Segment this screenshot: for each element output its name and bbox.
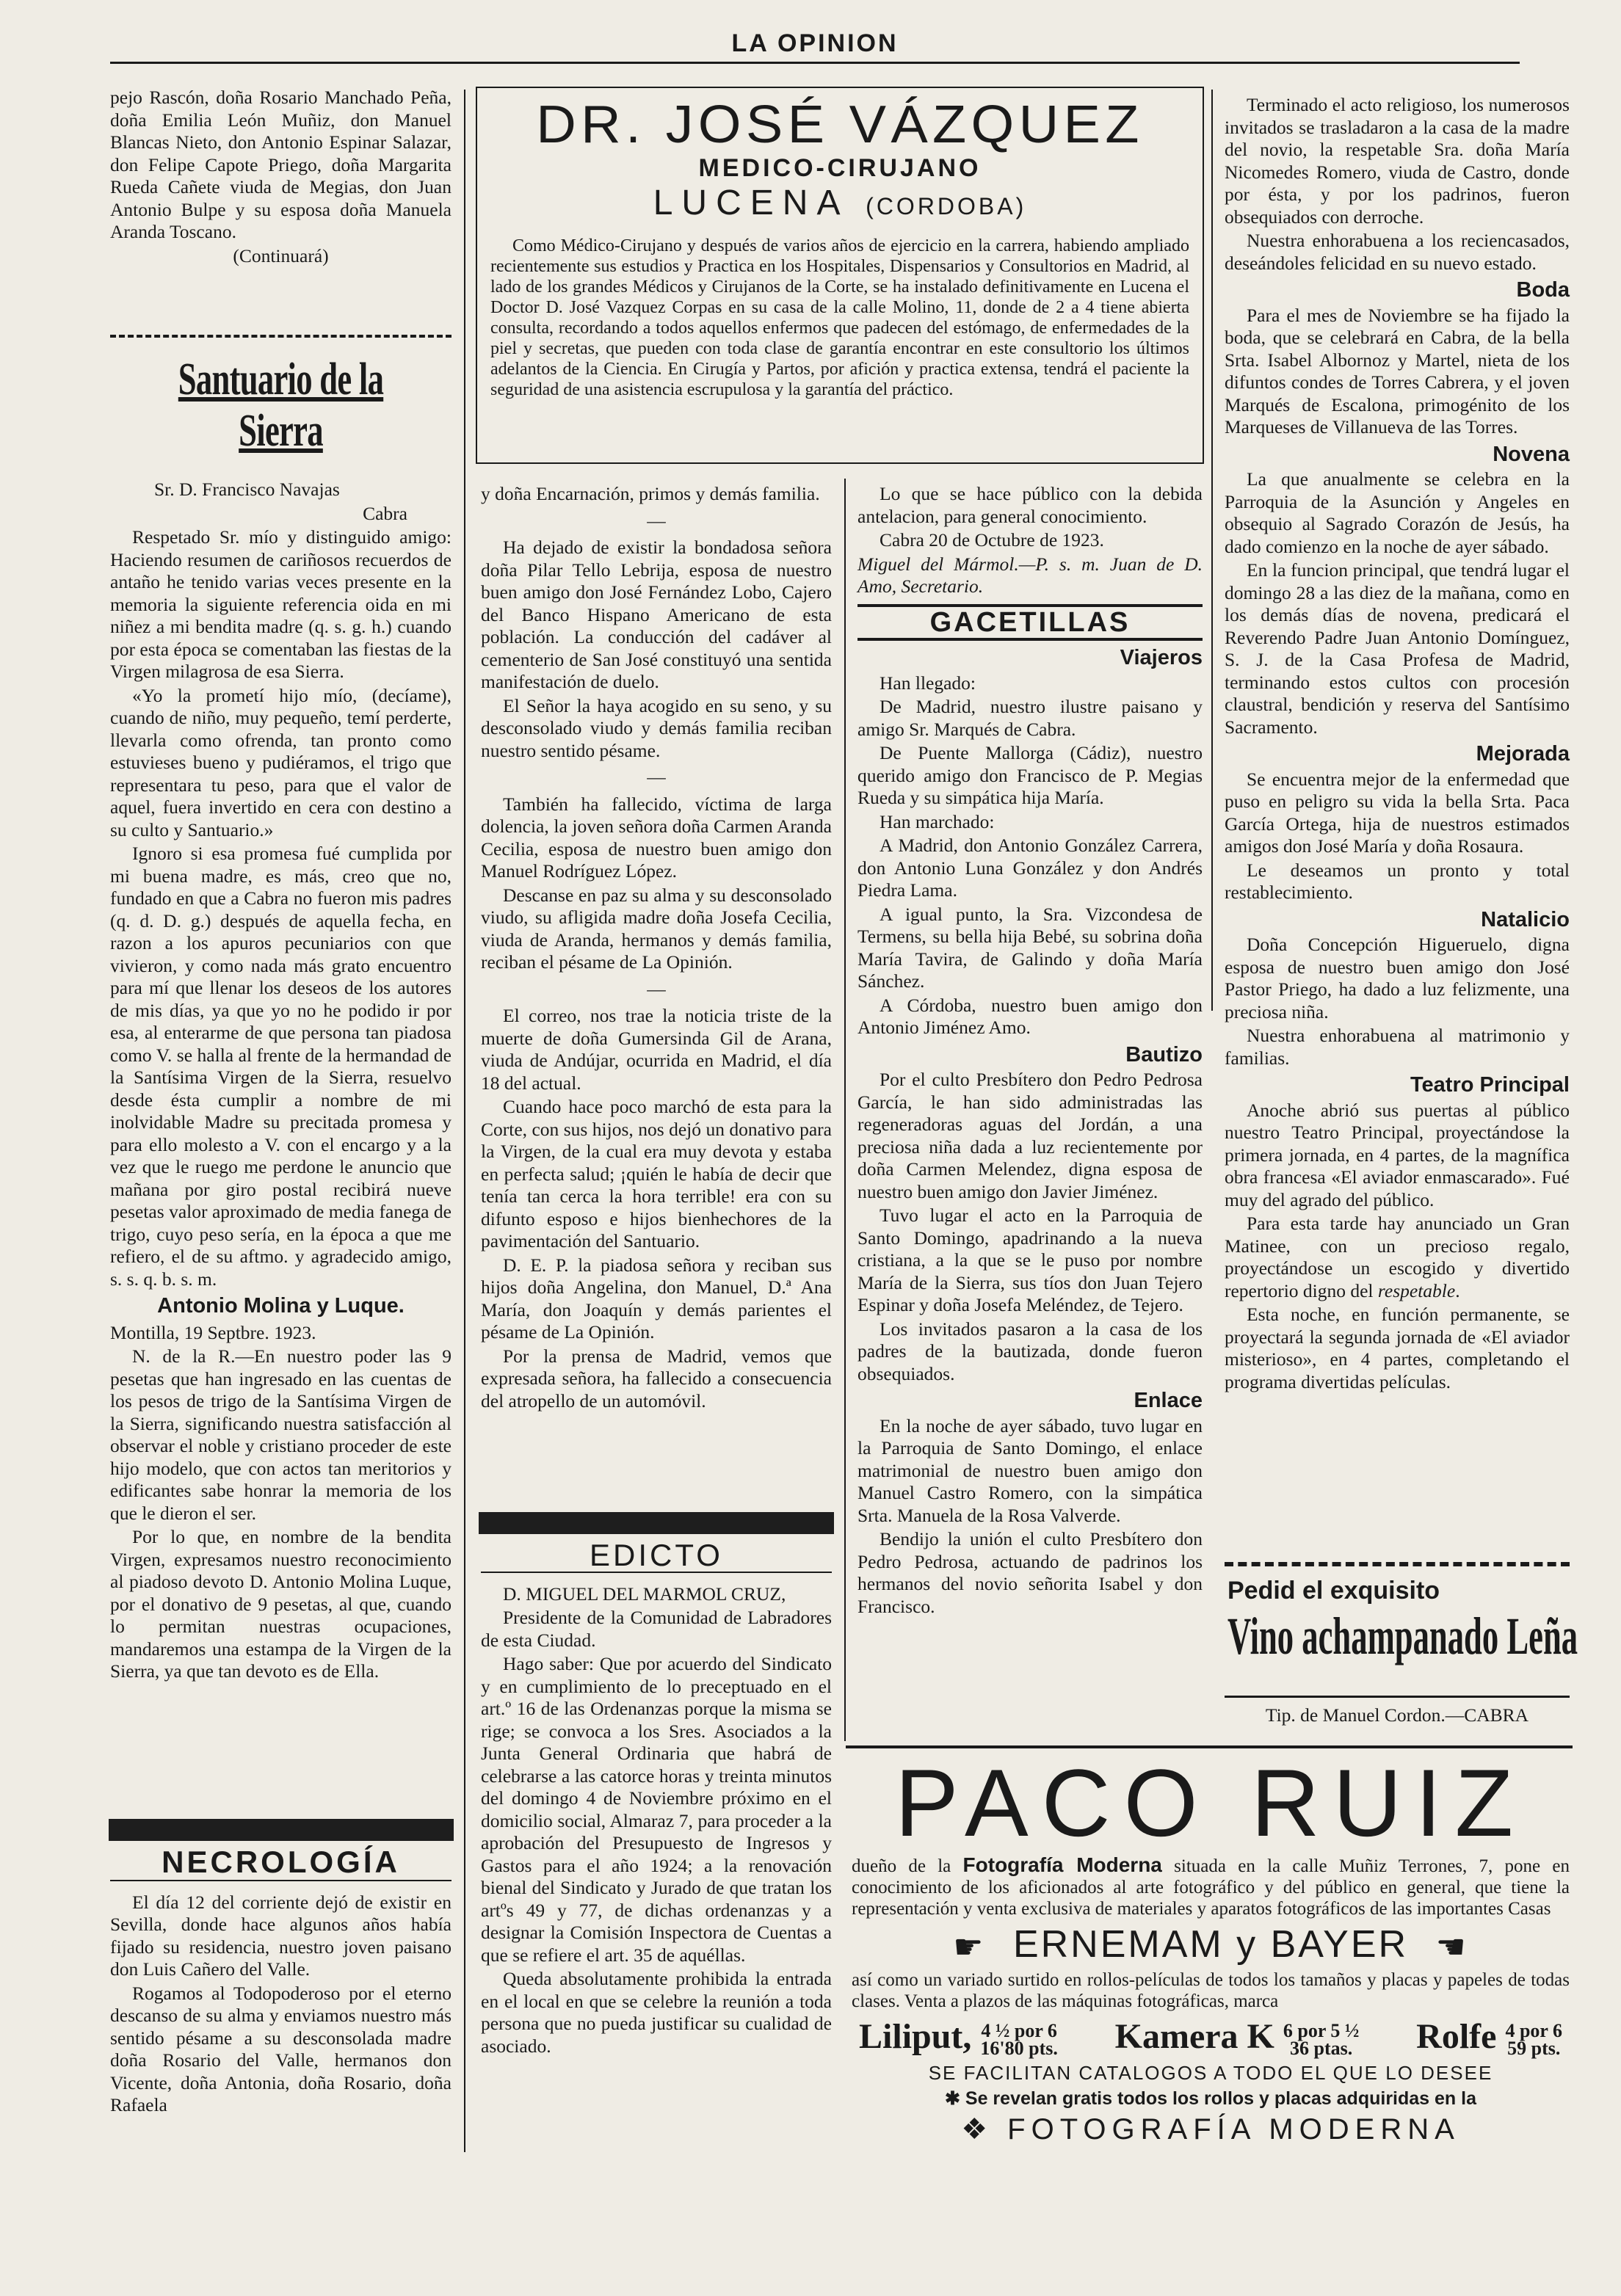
article-text: Rogamos al Todopoderoso por el eterno descanso de su alma y enviamos nuestro más sentido pésame a su desconsolada madre doña Rosario del Valle, hermanos don Vicente, doña Antonia, doña Rosario, doña Rafaela bbox=[110, 1982, 452, 2115]
paco-intro bbox=[852, 1854, 1570, 1919]
vino-product: Vino achampanado Leña bbox=[1227, 1607, 1578, 1665]
catalog-notice: SE FACILITAN CATALOGOS A TODO EL QUE LO DESEE bbox=[928, 2062, 1493, 2085]
article-text: El día 12 del corriente dejó de existir en Sevilla, donde hace algunos años había fijado su residencia, nuestro joven paisano don Luis Cañero del Valle. bbox=[110, 1891, 452, 1980]
article-text: Nuestra enhorabuena al matrimonio y familias. bbox=[1225, 1025, 1570, 1069]
star-icon: ✱ bbox=[945, 2088, 965, 2110]
camera-size: 4 por 6 bbox=[1505, 2020, 1562, 2042]
article-text: Han llegado: bbox=[880, 672, 976, 694]
edicto-signoff: Miguel del Mármol.—P. s. m. Juan de D. Amo, Secretario. bbox=[857, 553, 1203, 597]
section-heading: Mejorada bbox=[1476, 742, 1570, 766]
edicto-name: D. MIGUEL DEL MARMOL CRUZ, bbox=[503, 1583, 786, 1605]
article-text: Queda absolutamente prohibida la entrada en el local en que se celebre la reunión a toda persona que no pueda justificar su cualidad de asociado. bbox=[481, 1968, 832, 2057]
article-text: «Yo la prometí hijo mío, (decíame), cuando de niño, muy pequeño, temí perderte, llevarla como ofrenda, tan pronto como estuvieses bueno y pudiéramos, el trigo que representara tu peso, para que el valor de aquel, fuera invertido en cera con destino a su culto y Santuario.» bbox=[110, 684, 452, 840]
camera-price-value: 36 ptas. bbox=[1290, 2038, 1353, 2060]
section-heading: Viajeros bbox=[1120, 646, 1203, 669]
gacetillas-rule-bottom bbox=[857, 638, 1203, 641]
column-1 bbox=[110, 87, 452, 283]
column-2-edicto bbox=[481, 1538, 832, 2059]
column-rule-2 bbox=[844, 479, 846, 1741]
article-text: También ha fallecido, víctima de larga dolencia, la joven señora doña Carmen Aranda Cecilia, esposa de nuestro buen amigo don Manuel Rodríguez López. bbox=[481, 793, 832, 882]
edicto-banner-bar bbox=[479, 1512, 834, 1534]
ad-doctor-name: DR. JOSÉ VÁZQUEZ bbox=[536, 95, 1144, 154]
article-text: pejo Rascón, doña Rosario Manchado Peña, doña Emilia León Muñiz, don Manuel Blancas Nieto, don Antonio Espinar Salazar, don Felipe Capote Priego, doña Margarita Rueda Cañete viuda de Megias, don Juan Antonio Bulpe y su esposa doña Manuela Aranda Toscano. bbox=[110, 87, 452, 242]
column-rule-1 bbox=[464, 90, 465, 2152]
section-divider bbox=[110, 335, 452, 338]
vino-rule-top bbox=[1225, 1562, 1570, 1566]
printer-credit: Tip. de Manuel Cordon.—CABRA bbox=[1265, 1704, 1529, 1726]
text-emphasis: respetable bbox=[1377, 1279, 1456, 1301]
letter-signature: Antonio Molina y Luque. bbox=[157, 1294, 405, 1318]
ad-doctor-city bbox=[490, 183, 1189, 227]
camera-liliput bbox=[859, 2016, 1058, 2060]
column-4 bbox=[1225, 94, 1570, 1395]
ad-body-wrap bbox=[490, 236, 1189, 400]
section-heading: Natalicio bbox=[1481, 907, 1570, 931]
text-run: dueño de la bbox=[852, 1856, 963, 1876]
vino-rule-bottom bbox=[1225, 1696, 1570, 1698]
section-heading: Enlace bbox=[1134, 1389, 1203, 1412]
paco-intro-wrap bbox=[852, 1854, 1570, 1919]
camera-name: Rolfe bbox=[1416, 2017, 1497, 2057]
gacetillas-headline: GACETILLAS bbox=[929, 606, 1131, 638]
text-bold: Fotografía Moderna bbox=[962, 1853, 1162, 1876]
revelan-notice bbox=[852, 2088, 1570, 2110]
masthead-rule bbox=[110, 62, 1520, 64]
article-text: Hago saber: Que por acuerdo del Sindicato y en cumplimiento de lo preceptuado en el art.º 16 de las Ordenanzas porque la misma se rige; se convoca a los Sres. Asociados a la Junta General Ordinaria que habrá de celebrarse a las catorce horas y treinta minutos del domingo 4 de Noviembre próximo en el domicilio social, Almaraz 7, para proceder a la aprobación del Presupuesto de Ingresos y Gastos para el año 1924; a la renovación bienal del Sindicato y Jurado de que tratan los artºs 49 y 77, de dichas ordenanzas y a designar la Comisión Inspectora de Cuentas a que se refiere el art. 35 de aquéllas. bbox=[481, 1653, 832, 1966]
article-text: Por el culto Presbítero don Pedro Pedrosa García, le han sido administradas las regeneradoras aguas del Jordán, a una preciosa niña dada a luz recientemente por doña Carmen Melendez, digna esposa de nuestro buen amigo don Javier Jiménez. bbox=[857, 1069, 1203, 1202]
article-text: Han marchado: bbox=[880, 810, 995, 832]
article-text: A Córdoba, nuestro buen amigo don Antonio Jiménez Amo. bbox=[857, 994, 1203, 1038]
paco-ruiz-name: PACO RUIZ bbox=[894, 1749, 1527, 1856]
column-1-necrologia bbox=[110, 1845, 452, 2118]
necrologia-rule bbox=[110, 1880, 452, 1881]
continued-note: (Continuará) bbox=[233, 244, 329, 266]
ornament-icon: ❖ bbox=[961, 2113, 1008, 2146]
brands-text: ERNEMAM y BAYER bbox=[1012, 1923, 1409, 1966]
article-text: El Señor la haya acogido en su seno, y su desconsolado viudo y demás familia reciban nuestro sentido pésame. bbox=[481, 694, 832, 761]
camera-size: 4 ½ por 6 bbox=[981, 2020, 1057, 2042]
camera-name: Liliput, bbox=[859, 2017, 972, 2057]
separator-dash: — bbox=[647, 978, 666, 1000]
paco-line2-wrap bbox=[852, 1969, 1570, 2012]
article-text: Anoche abrió sus puertas al público nuestro Teatro Principal, proyectándose la primera jornada, en 4 partes, de la magnífica obra francesa «El aviador enmascarado». Fué muy del agrado del público. bbox=[1225, 1099, 1570, 1210]
edicto-role: Presidente de la Comunidad de Labradores de esta Ciudad. bbox=[481, 1607, 832, 1651]
gacetillas-rule-top bbox=[857, 604, 1203, 607]
ad-city-name: LUCENA bbox=[653, 184, 847, 222]
text-run: Para esta tarde hay anunciado un Gran Matinee, con un precioso regalo, proyectándose un escogido y divertido repertorio digno del bbox=[1225, 1213, 1570, 1301]
text-run: situada en la calle Muñiz Terrones, 7, pone en conocimiento de los aficionados al arte fotográfico y del público en general, que tiene la representación y venta exclusiva de materiales y aparatos fotográficos de las importantes Casas bbox=[852, 1856, 1570, 1919]
article-text: Cuando hace poco marchó de esta para la Corte, con sus hijos, nos dejó un donativo para la Virgen, de la cual era muy devota y estaba en perfecta salud; ¡quién le había de decir que tenía tan cerca la hora terrible! era con su difunto esposo e hijos bienhechores de la pavimentación del Santuario. bbox=[481, 1096, 832, 1251]
camera-price-value: 16'80 pts. bbox=[980, 2038, 1058, 2060]
article-text: y doña Encarnación, primos y demás familia. bbox=[481, 483, 820, 504]
camera-price bbox=[1283, 2020, 1360, 2060]
article-text: Respetado Sr. mío y distinguido amigo: Haciendo resumen de cariñosos recuerdos de antaño he tenido varias veces presente en la memoria la siguiente referencia oida en mi niñez a mi bendita madre (q. s. g. h.) cuando por esta época se comentaban las fiestas de la Virgen milagrosa de esa Sierra. bbox=[110, 526, 452, 682]
necrologia-banner-bar bbox=[109, 1819, 454, 1841]
article-text: De Puente Mallorga (Cádiz), nuestro querido amigo don Francisco de P. Megias Rueda y su simpática hija María. bbox=[857, 742, 1203, 808]
column-1-santuario bbox=[110, 354, 452, 1685]
section-heading: Novena bbox=[1493, 442, 1570, 466]
section-heading: Bautizo bbox=[1125, 1042, 1203, 1067]
article-text: Bendijo la unión el culto Presbítero don Pedro Pedrosa, actuando de padrinos los hermanos del novio señorita Isabel y don Francisco. bbox=[857, 1528, 1203, 1617]
pointing-hand-left-icon: ☚ bbox=[1435, 1928, 1468, 1966]
section-heading: Teatro Principal bbox=[1410, 1073, 1570, 1097]
separator-dash: — bbox=[647, 766, 666, 788]
camera-rolfe bbox=[1416, 2016, 1562, 2060]
separator-dash: — bbox=[647, 509, 666, 531]
column-rule-3 bbox=[1211, 90, 1213, 1011]
cameras-row bbox=[859, 2016, 1562, 2060]
fotografia-moderna-footer bbox=[852, 2112, 1570, 2146]
letter-dateline: Montilla, 19 Septbre. 1923. bbox=[110, 1321, 316, 1343]
article-text: Lo que se hace público con la debida antelacion, para general conocimiento. bbox=[857, 483, 1203, 527]
article-text: Tuvo lugar el acto en la Parroquia de Santo Domingo, apadrinando a la nueva cristiana, a la que se le puso por nombre María de la Sierra, sus tíos don Juan Tejero Espinar y doña Josefa Meléndez, de Tejero. bbox=[857, 1205, 1203, 1315]
article-text: Por lo que, en nombre de la bendita Virgen, expresamos nuestro reconocimiento al piadoso devoto D. Antonio Molina Luque, por el donativo de 9 pesetas, al que, cuando lo permitan nuestras ocupaciones, mandaremos una estampa de la Virgen de la Sierra, ya que tan devoto es de Ella. bbox=[110, 1526, 452, 1682]
vazquez-advertisement bbox=[476, 87, 1204, 464]
article-text: N. de la R.—En nuestro poder las 9 pesetas que han ingresado en las cuentas de los pesos de trigo de la Santísima Virgen de la Sierra, significando nuestra satisfacción al observar el noble y cristiano proceder de este hijo modelo, que con actos tan meritorios y edificantes sabe honrar la memoria de los que le dieron el ser. bbox=[110, 1345, 452, 1524]
article-text: La que anualmente se celebra en la Parroquia de la Asunción y Angeles en obsequio al Sagrado Corazón de Jesús, ha dado comienzo en la noche de ayer sábado. bbox=[1225, 468, 1570, 557]
pointing-hand-right-icon: ☛ bbox=[953, 1928, 986, 1966]
camera-name: Kamera K bbox=[1114, 2017, 1274, 2057]
column-3 bbox=[857, 483, 1203, 1619]
article-text: El correo, nos trae la noticia triste de la muerte de doña Gumersinda Gil de Arana, viuda de Andújar, ocurrida en Madrid, el día 18 del actual. bbox=[481, 1005, 832, 1094]
camera-price bbox=[1505, 2020, 1562, 2060]
ad-province: (CORDOBA) bbox=[866, 193, 1027, 219]
camera-kamera-k bbox=[1114, 2016, 1360, 2060]
brands-row bbox=[852, 1922, 1570, 1966]
camera-price-value: 59 pts. bbox=[1507, 2038, 1561, 2060]
paco-ruiz-advertisement bbox=[852, 1751, 1570, 2146]
ad-body-text: Como Médico-Cirujano y después de varios años de ejercicio en la carrera, habiendo ampliado recientemente sus estudios y Practica en los Hospitales, Dispensarios y Consultorios en Madrid, al lado de los grandes Médicos y Cirujanos de la Corte, se ha instalado definitivamente en Lucena el Doctor D. José Vazquez Corpas en su casa de la calle Molino, 11, donde de 2 a 4 tiene abierta consulta, recordando a todos aquellos enfermos que padecen del estómago, de enfermedades de la piel y secretas, que pueden con toda clase de garantía encontrar en este consultorio los últimos adelantos de la Ciencia. En Cirugía y Partos, por afición y practica extensa, tendrá el paciente la seguridad de una asistencia escrupulosa y la garantía del práctico. bbox=[490, 236, 1189, 399]
article-text: De Madrid, nuestro ilustre paisano y amigo Sr. Marqués de Cabra. bbox=[857, 696, 1203, 740]
text-run: . bbox=[1455, 1279, 1460, 1301]
edicto-dateline: Cabra 20 de Octubre de 1923. bbox=[880, 529, 1104, 551]
article-text: Por la prensa de Madrid, vemos que expresada señora, ha fallecido a consecuencia del atropello de un automóvil. bbox=[481, 1345, 832, 1412]
article-text: Ignoro si esa promesa fué cumplida por mi buena madre, es más, creo que no, fundado en que a Cabra no fueron mis padres (q. d. D. g.) después de aquella fecha, en razon a los apuros pecuniarios con que vivieron, y como nada más grato encuentro para mí que llenar los deseos de los autores de mis días, ya que yo no he podido ir por esa, al enterarme de que persona tan piadosa como V. se halla al frente de la hermandad de la Santísima Virgen de la Sierra, resuelvo desde ésta cumplir a nombre de mi inolvidable Madre su precitada promesa y para ello molesto a V. con el encargo y a la vez que le ruego me perdone le anuncio que mañana por giro postal recibirá nueve pesetas valor aproximado de media fanega de trigo, cuyo peso sería, en la época a que me refiero, el de su aftmo. y agradecido amigo, s. s. q. b. s. m. bbox=[110, 843, 452, 1290]
paco-ad-rule-top bbox=[846, 1745, 1573, 1748]
paco-line2: así como un variado surtido en rollos-películas de todos los tamaños y placas y papeles de todas clases. Venta a plazos de las máquinas fotográficas, marca bbox=[852, 1970, 1570, 2012]
addressee: Sr. D. Francisco Navajas bbox=[154, 479, 340, 500]
camera-price bbox=[980, 2020, 1058, 2060]
vino-lead: Pedid el exquisito bbox=[1227, 1577, 1440, 1605]
column-2 bbox=[481, 483, 832, 1414]
article-text: A Madrid, don Antonio González Carrera, don Antonio Luna González y don Andrés Piedra Lama. bbox=[857, 835, 1203, 901]
article-text: Los invitados pasaron a la casa de los padres de la bautizada, donde fueron obsequiados. bbox=[857, 1318, 1203, 1384]
article-text: A igual punto, la Sra. Vizcondesa de Termens, su bella hija Bebé, su sobrina doña María Tavira, de Galindo y doña María Sánchez. bbox=[857, 903, 1203, 992]
footer-text: FOTOGRAFÍA MODERNA bbox=[1007, 2113, 1460, 2146]
camera-size: 6 por 5 ½ bbox=[1283, 2020, 1360, 2042]
article-text: Nuestra enhorabuena a los reciencasados, deseándoles felicidad en su nuevo estado. bbox=[1225, 230, 1570, 274]
edicto-rule bbox=[481, 1572, 832, 1573]
article-text: Le deseamos un pronto y total restablecimiento. bbox=[1225, 859, 1570, 903]
revelan-text: Se revelan gratis todos los rollos y placas adquiridas en la bbox=[965, 2088, 1476, 2110]
edicto-headline: EDICTO bbox=[590, 1538, 723, 1572]
article-text: En la funcion principal, que tendrá lugar el domingo 28 a las diez de la mañana, como en los demás días de novena, predicará el Reverendo Padre Juan Antonio Domínguez, S. J. de la Casa Profesa de Madrid, terminando estos cultos con procesión claustral, bendición y reserva del Santísimo Sacramento. bbox=[1225, 559, 1570, 738]
article-text: D. E. P. la piadosa señora y reciban sus hijos doña Angelina, don Manuel, D.ª Ana María, don Joaquín y demás parientes el pésame de La Opinión. bbox=[481, 1254, 832, 1343]
masthead: LA OPINION bbox=[731, 29, 899, 57]
ad-doctor-specialty: MEDICO-CIRUJANO bbox=[698, 154, 982, 182]
section-heading: Boda bbox=[1516, 278, 1570, 302]
article-text: Esta noche, en función permanente, se proyectará la segunda jornada de «El aviador misterioso», en 4 partes, completando el programa divertidas películas. bbox=[1225, 1304, 1570, 1392]
santuario-headline: Santuario de la Sierra bbox=[178, 355, 384, 456]
article-text: Se encuentra mejor de la enfermedad que puso en peligro su vida la bella Srta. Paca García Ortega, hija de nuestros estimados amigos don José María y doña Rosaura. bbox=[1225, 768, 1570, 857]
addressee-city: Cabra bbox=[363, 502, 407, 524]
article-text: Terminado el acto religioso, los numerosos invitados se trasladaron a la casa de la madre del novio, la respetable Sra. doña María Nicomedes Romero, viuda de Castro, donde por ésta, y por los padrinos, fueron obsequiados con derroche. bbox=[1225, 94, 1570, 228]
article-text: Descanse en paz su alma y su desconsolado viudo, su afligida madre doña Josefa Cecilia, viuda de Aranda, hermanos y demás familia, reciban el pésame de La Opinión. bbox=[481, 884, 832, 973]
article-text bbox=[1225, 1213, 1570, 1302]
article-text: Doña Concepción Higueruelo, digna esposa de nuestro buen amigo don José Pastor Priego, ha dado a luz felizmente, una preciosa niña. bbox=[1225, 934, 1570, 1022]
printer-credit-wrap bbox=[1225, 1704, 1570, 1729]
necrologia-headline: NECROLOGÍA bbox=[162, 1845, 400, 1879]
article-text: Para el mes de Noviembre se ha fijado la boda, que se celebrará en Cabra, de la bella Srta. Isabel Albornoz y Martel, nieta de los difuntos condes de Torres Cabrera, y el joven Marqués de Escalona, primogénito de los Marqueses de Villanueva de las Torres. bbox=[1225, 304, 1570, 437]
vino-advertisement bbox=[1227, 1577, 1578, 1667]
article-text: Ha dejado de existir la bondadosa señora doña Pilar Tello Lebrija, esposa de nuestro buen amigo don José Fernández Lobo, Cajero del Banco Hispano Americano de esta población. La conducción del cadáver al cementerio de San José constituyó una sentida manifestación de duelo. bbox=[481, 537, 832, 692]
article-text: En la noche de ayer sábado, tuvo lugar en la Parroquia de Santo Domingo, el enlace matrimonial de nuestro buen amigo don Manuel Castro Romero, con la simpática Srta. Manuela de la Rosa Valverde. bbox=[857, 1414, 1203, 1526]
